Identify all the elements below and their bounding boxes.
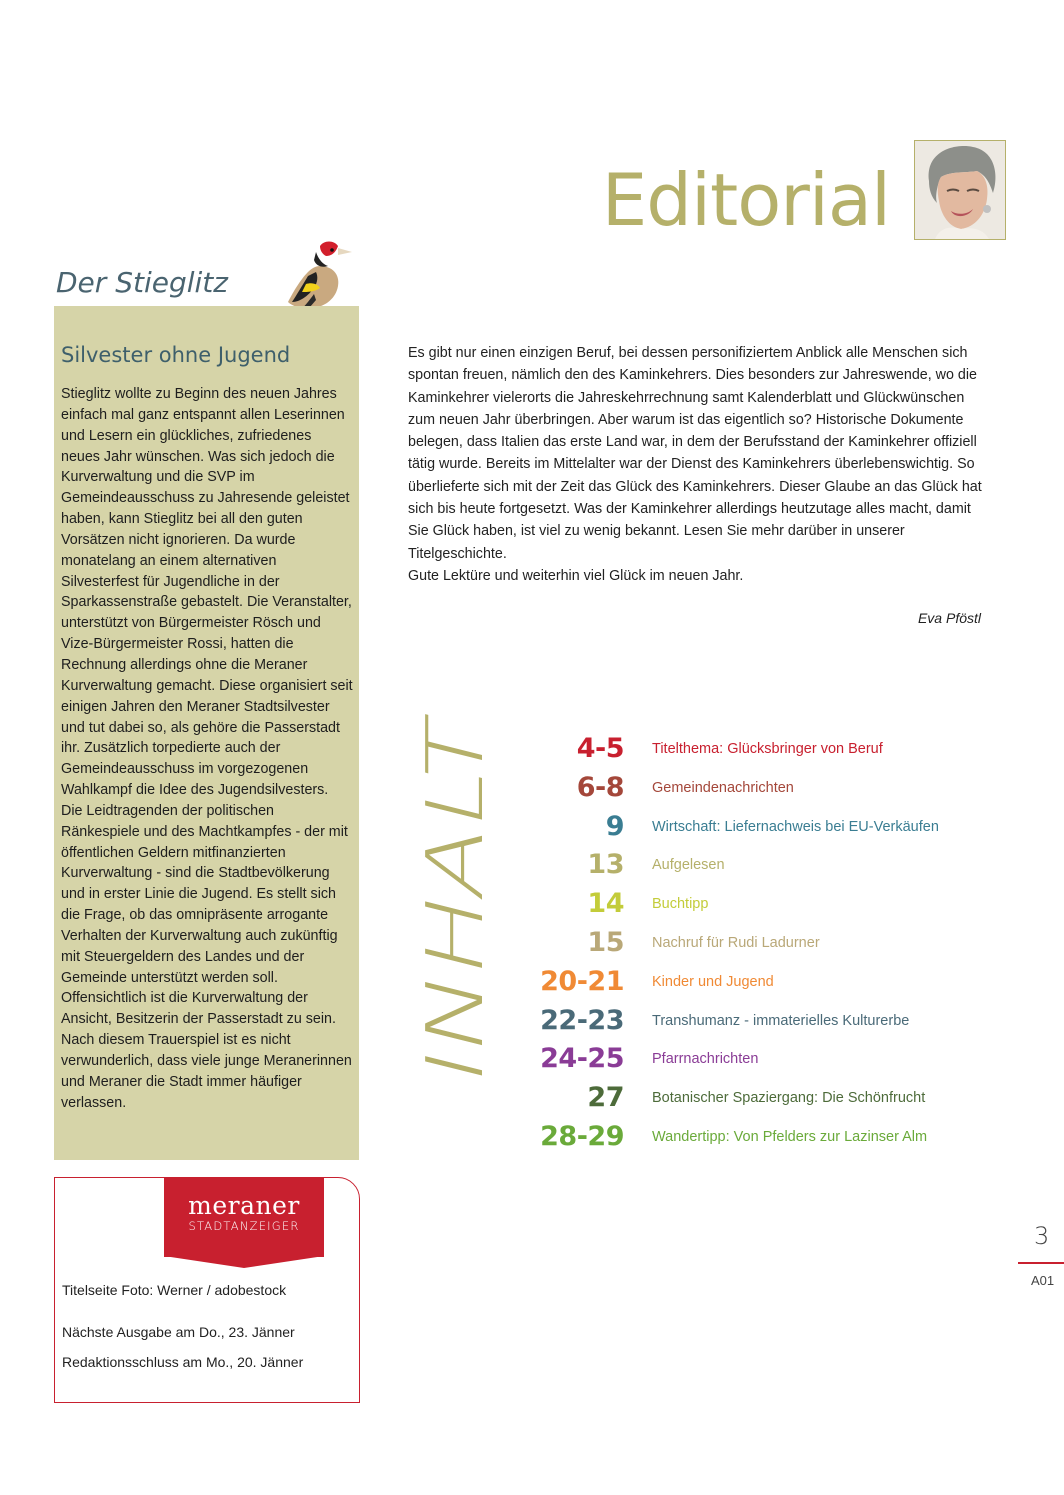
author-photo [914, 140, 1006, 240]
logo-word: meraner [188, 1191, 300, 1220]
table-of-contents [520, 733, 1000, 1160]
logo-sub: STADTANZEIGER [188, 1219, 300, 1233]
toc-label: Wirtschaft: Liefernachweis bei EU-Verkäufen [652, 818, 939, 835]
meraner-logo [164, 1177, 324, 1257]
editorial-closing: Gute Lektüre und weiterhin viel Glück im neuen Jahr. [408, 567, 744, 584]
toc-label: Titelthema: Glücksbringer von Beruf [652, 741, 883, 757]
toc-row [520, 849, 1000, 888]
toc-page-number: 15 [587, 926, 624, 958]
deadline: Redaktionsschluss am Mo., 20. Jänner [62, 1354, 304, 1370]
editorial-signature: Eva Pföstl [917, 610, 981, 626]
logo-arrow [164, 1256, 324, 1268]
toc-page-number: 28-29 [540, 1120, 624, 1152]
toc-row [520, 1005, 1000, 1044]
toc-label: Gemeindenachrichten [652, 779, 794, 796]
inhalt-title [409, 722, 501, 1093]
page-rule [1018, 1262, 1064, 1264]
toc-page-number: 27 [587, 1082, 624, 1114]
inhalt-title-text: INHALT [409, 796, 501, 1093]
toc-page-number: 9 [605, 810, 624, 842]
toc-label: Buchtipp [652, 896, 709, 913]
next-issue: Nächste Ausgabe am Do., 23. Jänner [62, 1324, 295, 1340]
toc-page-number: 6-8 [576, 771, 624, 803]
toc-page-number: 13 [587, 849, 624, 881]
toc-row [520, 927, 1000, 966]
editorial-title: Editorial [601, 158, 890, 242]
toc-row [520, 966, 1000, 1005]
stieglitz-body: Stieglitz wollte zu Beginn des neuen Jahres einfach mal ganz entspannt allen Leserinnen und Lesern ein glückliches, zufriedenes neues Jahr wünschen. Was sich jedoch die Kurverwaltung und die SVP im Gemeindeausschuss zu Jahresende geleistet haben, kann Stieglitz bei all den guten Vorsätzen nicht ignorieren. Da wurde monatelang an einem alternativen Silvesterfest für Jugendliche in der Sparkassenstraße gebastelt. Die Veranstalter, unterstützt von Bürgermeister Rösch und Vize-Bürgermeister Rossi, hatten die Rechnung allerdings ohne die Meraner Kurverwaltung gemacht. Diese organisiert seit einigen Jahren den Meraner Stadtsilvester und tut dabei so, als gehöre die Passerstadt ihr. Zusätzlich torpedierte auch der Gemeindeausschuss im vorgezogenen Wahlkampf die Idee des Jugendsilvesters. Die Leidtragenden der politischen Ränkespiele und des Machtkampfes - der mit öffentlichen Geldern mitfinanzierten Kurverwaltung - sind die Stadtbevölkerung und in erster Linie die Jugend. Es stellt sich die Frage, ob das omnipräsente arrogante Verhalten der Kurverwaltung auch zukünftig mit Steuergeldern des Landes und der Gemeinde unterstützt werden soll. Offensichtlich ist die Kurverwaltung der Ansicht, Besitzerin der Passerstadt zu sein. Nach diesem Trauerspiel ist es nicht verwunderlich, dass viele junge Meranerinnen und Meraner die Stadt immer häufiger verlassen. [61, 386, 353, 1111]
toc-row [520, 1121, 1000, 1160]
toc-page-number: 4-5 [576, 733, 624, 764]
toc-label: Nachruf für Rudi Ladurner [652, 934, 820, 951]
cover-photo-credit: Titelseite Foto: Werner / adobestock [62, 1282, 287, 1298]
toc-page-number: 14 [587, 888, 624, 920]
toc-row [520, 888, 1000, 927]
toc-page-number: 20-21 [540, 965, 624, 997]
stieglitz-subheading: Silvester ohne Jugend [61, 343, 291, 367]
toc-row [520, 1043, 1000, 1082]
toc-label: Wandertipp: Von Pfelders zur Lazinser Alm [652, 1128, 928, 1145]
page-code: A01 [1031, 1273, 1055, 1288]
editorial-text: Es gibt nur einen einzigen Beruf, bei dessen personifiziertem Anblick alle Menschen sich spontan freuen, nämlich den des Kaminkehrers. Dies besonders zur Jahreswende, wo die Kaminkehrer vielerorts die Jahreskehrrechnung samt Kalenderblatt und Glückwünschen zum neuen Jahr überbringen. Aber warum ist das eigentlich so? Historische Dokumente belegen, dass Italien das erste Land war, in dem der Berufsstand der Kaminkehrer offiziell tätig wurde. Bereits im Mittelalter war der Dienst des Kaminkehrers überlebenswichtig. So überlieferte sich mit der Zeit das Glück des Kaminkehrers. Dieser Glaube an das Glück hat sich bis heute fortgesetzt. Was der Kaminkehrer allerdings heutzutage alles macht, damit Sie Glück haben, ist viel zu wenig bekannt. Lesen Sie mehr darüber in unserer Titelgeschichte. [408, 345, 982, 562]
toc-label: Aufgelesen [652, 857, 725, 874]
toc-row [520, 1082, 1000, 1121]
toc-label: Kinder und Jugend [652, 973, 774, 990]
toc-label: Botanischer Spaziergang: Die Schönfrucht [652, 1090, 926, 1107]
toc-page-number: 22-23 [540, 1004, 624, 1036]
toc-label: Pfarrnachrichten [652, 1051, 759, 1068]
toc-label: Transhumanz - immaterielles Kulturerbe [652, 1012, 910, 1029]
editorial-body [408, 342, 988, 587]
stieglitz-heading: Der Stieglitz [56, 266, 228, 299]
toc-row [520, 772, 1000, 811]
toc-page-number: 24-25 [540, 1043, 624, 1075]
toc-row [520, 811, 1000, 850]
page-number: 3 [1034, 1222, 1050, 1250]
toc-row [520, 733, 1000, 772]
